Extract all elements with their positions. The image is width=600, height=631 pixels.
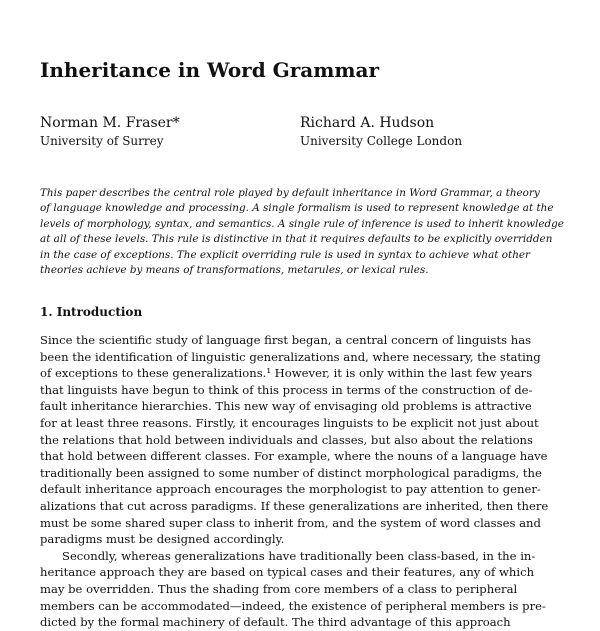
body-line: for at least three reasons. Firstly, it encourages linguists to be explicit not just about <box>40 415 539 430</box>
author-name: Norman M. Fraser* <box>40 115 180 131</box>
paper-title: Inheritance in Word Grammar <box>40 58 380 82</box>
body-line: Secondly, whereas generalizations have traditionally been class-based, in the in- <box>62 548 536 563</box>
author-affiliation: University College London <box>300 134 463 148</box>
body-line: paradigms must be designed accordingly. <box>40 532 285 547</box>
body-line: the relations that hold between individuals and classes, but also about the relations <box>40 432 533 447</box>
body-line: that linguists have begun to think of this process in terms of the construction of de- <box>40 382 533 397</box>
abstract-line: theories achieve by means of transformations, metarules, or lexical rules. <box>40 264 429 277</box>
body-line: default inheritance approach encourages the morphologist to pay attention to gener- <box>40 482 541 497</box>
body-text <box>40 332 562 631</box>
body-line: may be overridden. Thus the shading from core members of a class to peripheral <box>40 581 518 596</box>
body-line: traditionally been assigned to some number of distinct morphological paradigms, the <box>40 465 542 480</box>
abstract-line: levels of morphology, syntax, and semantics. A single rule of inference is used to inherit knowledge <box>40 217 564 230</box>
abstract-line: This paper describes the central role played by default inheritance in Word Grammar, a theory <box>40 187 540 199</box>
author-block <box>40 114 180 150</box>
section-heading: 1. Introduction <box>40 305 143 319</box>
author-name: Richard A. Hudson <box>300 115 435 131</box>
body-line: of exceptions to these generalizations.¹ However, it is only within the last few years <box>40 366 533 381</box>
body-line: that hold between different classes. For example, where the nouns of a language have <box>40 449 548 464</box>
body-line: members can be accommodated—indeed, the existence of peripheral members is pre- <box>40 598 546 613</box>
body-line: dicted by the formal machinery of default. The third advantage of this approach <box>40 615 511 630</box>
body-line: been the identification of linguistic generalizations and, where necessary, the stating <box>40 349 541 364</box>
abstract <box>40 186 562 278</box>
body-line: heritance approach they are based on typical cases and their features, any of which <box>40 565 535 580</box>
body-line: fault inheritance hierarchies. This new way of envisaging old problems is attractive <box>40 399 532 414</box>
body-line: must be some shared super class to inherit from, and the system of word classes and <box>40 515 541 530</box>
body-line: alizations that cut across paradigms. If these generalizations are inherited, then there <box>40 498 549 513</box>
author-affiliation: University of Surrey <box>40 134 164 148</box>
abstract-line: of language knowledge and processing. A single formalism is used to represent knowledge at the <box>40 202 554 215</box>
author-block <box>300 114 462 150</box>
abstract-line: at all of these levels. This rule is distinctive in that it requires defaults to be explicitly overridden <box>40 233 553 246</box>
abstract-line: in the case of exceptions. The explicit overriding rule is used in syntax to achieve what other <box>40 248 531 261</box>
body-line: Since the scientific study of language first began, a central concern of linguists has <box>40 333 532 347</box>
